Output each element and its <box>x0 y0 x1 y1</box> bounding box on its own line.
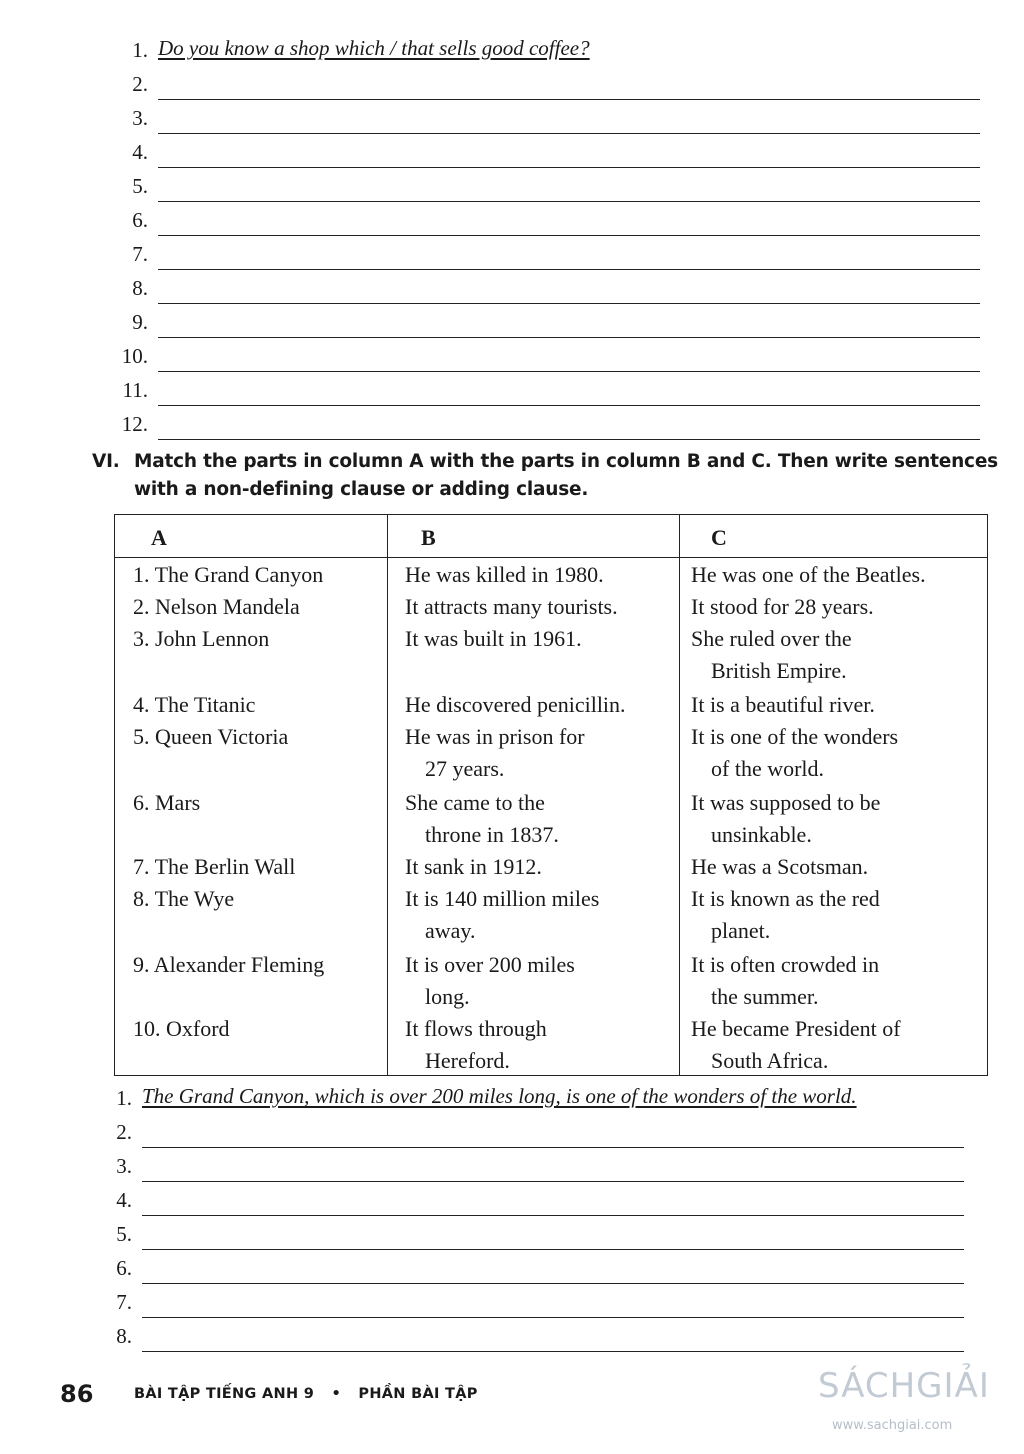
table-cell-c <box>691 787 880 851</box>
column-header-c: C <box>711 525 727 550</box>
answer-line <box>96 1288 964 1322</box>
answer-number: 3. <box>132 106 148 130</box>
table-cell-b <box>405 559 604 591</box>
answer-line <box>112 36 980 70</box>
column-divider <box>679 515 680 1075</box>
table-cell-c <box>691 591 874 623</box>
table-cell-b <box>405 591 618 623</box>
cell-text: planet. <box>711 918 771 943</box>
cell-text: It is 140 million miles <box>405 886 600 911</box>
table-cell-a <box>133 787 200 819</box>
table-cell-a <box>133 851 295 883</box>
answer-number: 5. <box>116 1222 132 1246</box>
cell-text: away. <box>425 918 476 943</box>
answer-line <box>112 70 980 104</box>
cell-text: 5. Queen Victoria <box>133 724 289 749</box>
column-divider <box>387 515 388 1075</box>
answer-number: 7. <box>132 242 148 266</box>
cell-text: long. <box>425 984 470 1009</box>
cell-text: unsinkable. <box>711 822 812 847</box>
answer-number: 7. <box>116 1290 132 1314</box>
blank-answer-line[interactable] <box>158 371 980 372</box>
blank-answer-line[interactable] <box>158 303 980 304</box>
answer-line <box>96 1118 964 1152</box>
cell-text: It is over 200 miles <box>405 952 575 977</box>
table-cell-a <box>133 1013 230 1045</box>
blank-answer-line[interactable] <box>142 1215 964 1216</box>
cell-text: He became President of <box>691 1016 901 1041</box>
table-cell-c <box>691 623 852 687</box>
table-cell-a <box>133 623 269 655</box>
matching-table <box>114 514 988 1076</box>
example-answer: Do you know a shop which / that sells good coffee? <box>158 36 590 60</box>
footer-book-title <box>134 1386 478 1402</box>
cell-text: 2. Nelson Mandela <box>133 594 300 619</box>
blank-answer-line[interactable] <box>158 405 980 406</box>
answer-number: 9. <box>132 310 148 334</box>
column-header-a: A <box>151 525 167 550</box>
cell-text: throne in 1837. <box>425 822 559 847</box>
answer-number: 11. <box>122 378 148 402</box>
exercise-number: VI. <box>92 451 120 472</box>
blank-answer-line[interactable] <box>158 99 980 100</box>
answer-number: 5. <box>132 174 148 198</box>
table-cell-a <box>133 721 288 753</box>
answer-number: 6. <box>116 1256 132 1280</box>
answer-number: 4. <box>116 1188 132 1212</box>
cell-text: 7. The Berlin Wall <box>133 854 296 879</box>
cell-text: It is known as the red <box>691 886 880 911</box>
answer-line <box>112 240 980 274</box>
answer-line <box>112 274 980 308</box>
table-cell-b <box>405 883 599 947</box>
cell-text: He was one of the Beatles. <box>691 562 926 587</box>
blank-answer-line[interactable] <box>142 1249 964 1250</box>
table-cell-a <box>133 689 255 721</box>
blank-answer-line[interactable] <box>142 1351 964 1352</box>
cell-text: Hereford. <box>425 1048 510 1073</box>
cell-text: He was a Scotsman. <box>691 854 869 879</box>
answer-number: 8. <box>116 1324 132 1348</box>
table-cell-a <box>133 883 234 915</box>
table-cell-c <box>691 949 879 1013</box>
answer-line <box>96 1152 964 1186</box>
cell-text: It is one of the wonders <box>691 724 899 749</box>
cell-text: She ruled over the <box>691 626 852 651</box>
cell-text: 6. Mars <box>133 790 201 815</box>
table-cell-b <box>405 689 626 721</box>
answer-number: 1. <box>116 1086 132 1110</box>
table-cell-c <box>691 1013 901 1077</box>
cell-text: 1. The Grand Canyon <box>133 562 324 587</box>
answer-line <box>112 376 980 410</box>
blank-answer-line[interactable] <box>158 337 980 338</box>
cell-text: It was supposed to be <box>691 790 881 815</box>
table-cell-c <box>691 559 926 591</box>
table-cell-a <box>133 591 300 623</box>
table-cell-c <box>691 883 880 947</box>
blank-answer-line[interactable] <box>142 1147 964 1148</box>
table-cell-b <box>405 851 542 883</box>
blank-answer-line[interactable] <box>142 1283 964 1284</box>
exercise6-answer-list <box>96 1084 964 1356</box>
cell-text: It is a beautiful river. <box>691 692 875 717</box>
cell-text: He discovered penicillin. <box>405 692 626 717</box>
answer-number: 2. <box>132 72 148 96</box>
cell-text: He was in prison for <box>405 724 585 749</box>
blank-answer-line[interactable] <box>158 269 980 270</box>
table-cell-b <box>405 623 582 655</box>
cell-text: 9. Alexander Fleming <box>133 952 325 977</box>
table-cell-c <box>691 851 868 883</box>
answer-number: 12. <box>121 412 148 436</box>
answer-line <box>96 1186 964 1220</box>
exercise-instruction: Match the parts in column A with the parts in column B and C. Then write sentences with a non-defining clause or adding clause. <box>134 451 998 500</box>
table-cell-b <box>405 787 559 851</box>
cell-text: British Empire. <box>711 658 847 683</box>
cell-text: South Africa. <box>711 1048 829 1073</box>
cell-text: It was built in 1961. <box>405 626 582 651</box>
cell-text: 8. The Wye <box>133 886 235 911</box>
cell-text: She came to the <box>405 790 545 815</box>
answer-number: 3. <box>116 1154 132 1178</box>
table-cell-a <box>133 949 324 981</box>
cell-text: It stood for 28 years. <box>691 594 874 619</box>
cell-text: 3. John Lennon <box>133 626 270 651</box>
cell-text: He was killed in 1980. <box>405 562 604 587</box>
table-cell-c <box>691 721 898 785</box>
answer-line <box>112 308 980 342</box>
blank-answer-line[interactable] <box>158 167 980 168</box>
book-title: BÀI TẬP TIẾNG ANH 9 <box>134 1386 315 1402</box>
blank-answer-line[interactable] <box>158 439 980 440</box>
page-number: 86 <box>60 1380 94 1408</box>
blank-answer-line[interactable] <box>158 235 980 236</box>
answer-number: 10. <box>121 344 148 368</box>
answer-line <box>112 342 980 376</box>
blank-answer-line[interactable] <box>158 201 980 202</box>
cell-text: of the world. <box>711 756 825 781</box>
example-answer: The Grand Canyon, which is over 200 miles long, is one of the wonders of the world. <box>142 1084 857 1108</box>
blank-answer-line[interactable] <box>158 133 980 134</box>
cell-text: It flows through <box>405 1016 547 1041</box>
answer-line <box>112 410 980 444</box>
watermark-url: www.sachgiai.com <box>832 1418 953 1433</box>
answer-number: 6. <box>132 208 148 232</box>
answer-number: 2. <box>116 1120 132 1144</box>
header-divider <box>115 557 987 558</box>
cell-text: It is often crowded in <box>691 952 880 977</box>
answer-line <box>112 104 980 138</box>
table-cell-b <box>405 949 575 1013</box>
answer-line <box>96 1254 964 1288</box>
bullet-separator: • <box>331 1386 342 1402</box>
table-cell-b <box>405 721 585 785</box>
cell-text: It attracts many tourists. <box>405 594 618 619</box>
watermark-brand: SÁCHGIẢI <box>818 1366 990 1406</box>
answer-line <box>96 1220 964 1254</box>
answer-line <box>112 206 980 240</box>
cell-text: the summer. <box>711 984 819 1009</box>
answer-line <box>112 172 980 206</box>
cell-text: It sank in 1912. <box>405 854 542 879</box>
answer-number: 4. <box>132 140 148 164</box>
table-cell-b <box>405 1013 547 1077</box>
answer-number: 1. <box>132 38 148 62</box>
section-title: PHẦN BÀI TẬP <box>358 1386 478 1402</box>
table-cell-c <box>691 689 875 721</box>
column-header-b: B <box>421 525 436 550</box>
answer-line <box>112 138 980 172</box>
blank-answer-line[interactable] <box>142 1317 964 1318</box>
watermark-logo <box>818 1366 1018 1446</box>
answer-number: 8. <box>132 276 148 300</box>
cell-text: 10. Oxford <box>133 1016 230 1041</box>
cell-text: 4. The Titanic <box>133 692 256 717</box>
answer-line <box>96 1084 964 1118</box>
blank-answer-line[interactable] <box>142 1181 964 1182</box>
answer-line <box>96 1322 964 1356</box>
cell-text: 27 years. <box>425 756 505 781</box>
table-cell-a <box>133 559 323 591</box>
exercise5-answer-list <box>112 36 980 444</box>
